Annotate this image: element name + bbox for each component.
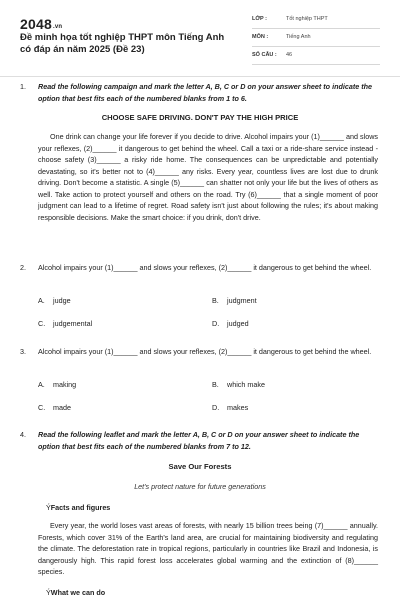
option-text: judgment xyxy=(227,296,257,305)
option-c[interactable] xyxy=(38,403,71,412)
option-letter: C. xyxy=(38,403,46,412)
option-text: makes xyxy=(227,403,249,412)
option-letter: A. xyxy=(38,296,45,305)
question-instruction: Read the following leaflet and mark the letter A, B, C or D on your answer sheet to indicate the option that best fits each of the numbered blanks from 7 to 12. xyxy=(38,430,360,451)
option-b[interactable] xyxy=(212,296,257,305)
option-b[interactable] xyxy=(212,380,265,389)
passage-subtitle: Let's protect nature for future generations xyxy=(134,482,266,491)
checkmark-icon: Ý xyxy=(46,588,51,597)
meta-value: 46 xyxy=(286,52,293,58)
question-stem: Alcohol impairs your (1)______ and slows your reflexes, (2)______ it dangerous to get behind the wheel. xyxy=(38,263,372,272)
option-text: judge xyxy=(53,296,71,305)
section-heading-actions xyxy=(46,588,105,597)
meta-row-count xyxy=(252,50,380,65)
option-c[interactable] xyxy=(38,319,92,328)
question-number: 4. xyxy=(20,430,26,439)
option-text: judged xyxy=(227,319,249,328)
meta-label: MÔN : xyxy=(252,34,269,40)
option-a[interactable] xyxy=(38,380,76,389)
header-divider xyxy=(0,76,400,77)
header xyxy=(0,0,400,72)
option-text: making xyxy=(53,380,77,389)
question-number: 1. xyxy=(20,82,26,91)
option-text: made xyxy=(53,403,71,412)
meta-row-class xyxy=(252,14,380,29)
site-logo[interactable] xyxy=(20,16,62,32)
question-stem: Alcohol impairs your (1)______ and slows your reflexes, (2)______ it dangerous to get behind the wheel. xyxy=(38,347,372,356)
meta-value: Tốt nghiệp THPT xyxy=(286,16,328,22)
option-a[interactable] xyxy=(38,296,71,305)
question-number: 2. xyxy=(20,263,26,272)
meta-value: Tiếng Anh xyxy=(286,34,311,40)
option-d[interactable] xyxy=(212,403,248,412)
meta-label: LỚP : xyxy=(252,16,267,22)
meta-row-subject xyxy=(252,32,380,47)
option-text: judgemental xyxy=(53,319,93,328)
question-instruction: Read the following campaign and mark the letter A, B, C or D on your answer sheet to indicate the option that best fits each of the numbered blanks from 1 to 6. xyxy=(38,82,373,103)
logo-sub: .vn xyxy=(52,24,63,30)
section-heading-text: Facts and figures xyxy=(50,503,111,512)
logo-main: 2048 xyxy=(20,16,52,32)
passage-text: Every year, the world loses vast areas of forests, with nearly 15 billion trees being (7)______ annually. Forests, which cover 31% of the Earth's land area, are crucial for maintaining biodiversity and regulating the climate. The deforestation rate in tropical regions, particularly in countries like Brazil and Indonesia, is dangerously high. This rapid forest loss accelerates global warming and the extinction of (8)______ species. xyxy=(38,521,378,576)
meta-table xyxy=(252,14,380,68)
meta-label: SỐ CÂU : xyxy=(252,52,277,58)
option-letter: A. xyxy=(38,380,45,389)
passage-title: CHOOSE SAFE DRIVING. DON'T PAY THE HIGH PRICE xyxy=(101,113,299,122)
page-title: Đề minh họa tốt nghiệp THPT môn Tiếng Anh có đáp án năm 2025 (Đề 23) xyxy=(20,32,225,55)
option-letter: B. xyxy=(212,380,219,389)
passage-text: One drink can change your life forever if you decide to drive. Alcohol impairs your (1)______ and slows your reflexes, (2)______ it dangerous to get behind the wheel. Call a taxi or a ride-share service instead - choose safety (3)______ a risky ride home. The consequences can be unpredictable and potentially devastating, so it's better not to (4)______ any risks. Every year, countless lives are lost due to drunk driving. Don't become a statistic. A single (5)______ can shatter not only your life but the lives of others as well. Take action to protect yourself and others on the road. Try (6)______ that a single moment of poor judgment can lead to a lifetime of regret. Road safety isn't just about following the rules; it's about making responsible decisions. Make the smart choice: if you drink, don't drive. xyxy=(38,132,378,222)
passage-title: Save Our Forests xyxy=(168,462,232,471)
option-letter: D. xyxy=(212,319,220,328)
option-letter: C. xyxy=(38,319,46,328)
section-heading-text: What we can do xyxy=(50,588,106,597)
question-number: 3. xyxy=(20,347,26,356)
section-heading-facts xyxy=(46,503,110,512)
option-text: which make xyxy=(227,380,265,389)
option-letter: B. xyxy=(212,296,219,305)
option-letter: D. xyxy=(212,403,220,412)
option-d[interactable] xyxy=(212,319,249,328)
checkmark-icon: Ý xyxy=(46,503,51,512)
